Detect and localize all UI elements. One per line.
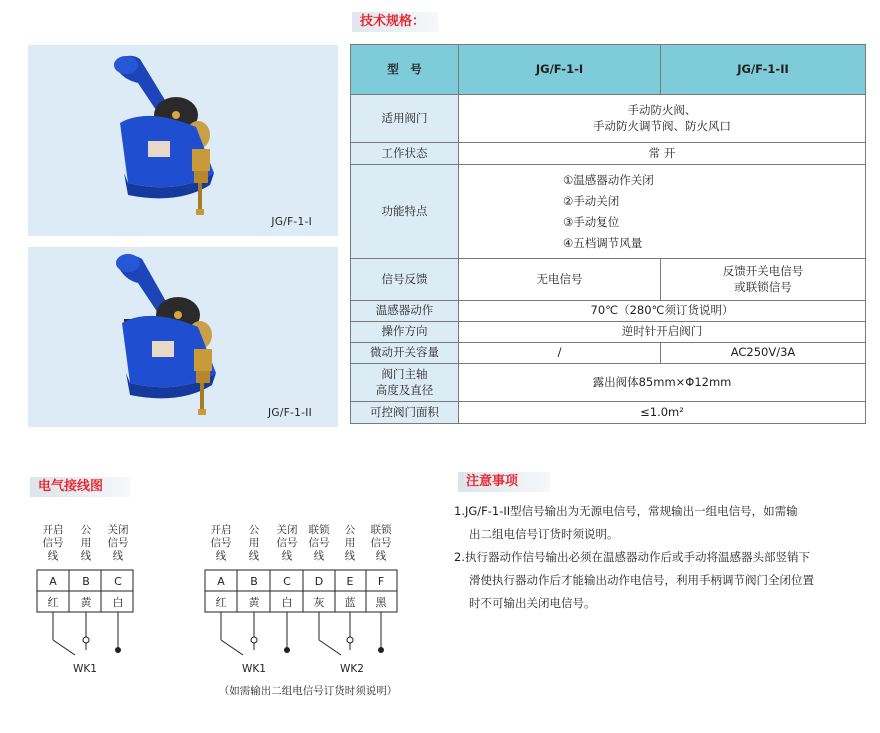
spec-label: 温感器动作: [351, 301, 459, 322]
wire-header-line: 信号: [210, 537, 232, 549]
note-line: 时不可输出关闭电信号。: [469, 596, 596, 610]
wiring-heading: 电气接线图: [30, 477, 130, 497]
wire-header-line: 信号: [42, 537, 64, 549]
wire-header-line: 线: [248, 550, 260, 562]
spec-value-line: 或联锁信号: [734, 279, 792, 294]
wire-header-line: 信号: [276, 537, 298, 549]
wire-header-line: 公: [80, 524, 92, 536]
spec-header-label: 型 号: [351, 45, 459, 95]
switch-lever-wk2: [319, 640, 341, 655]
terminal-letter: E: [346, 575, 354, 588]
wire-header-line: 线: [112, 550, 124, 562]
contact-point: [115, 647, 121, 653]
terminal-letter: D: [314, 575, 324, 588]
notes-list: [454, 500, 864, 615]
spec-label: 工作状态: [351, 143, 459, 165]
spec-value: 逆时针开启阀门: [459, 322, 866, 343]
spec-value: [459, 95, 866, 143]
wire-color: 黄: [80, 596, 92, 609]
spec-value: 常 开: [459, 143, 866, 165]
spec-value-line: 手动防火调节阀、防火风口: [593, 118, 731, 133]
spec-label: 操作方向: [351, 322, 459, 343]
spec-label-line: 高度及直径: [375, 382, 434, 397]
terminal-letter: C: [114, 575, 122, 588]
note-line: 滑使执行器动作后才能输出动作电信号，利用手柄调节阀门全闭位置: [469, 573, 814, 587]
feature-item: ④五档调节风量: [563, 235, 643, 250]
spec-header-col2: JG/F-1-II: [661, 45, 866, 95]
wire-header-line: 线: [344, 550, 356, 562]
wire-color: 黄: [248, 596, 260, 609]
wire-header-line: 关闭: [276, 524, 298, 536]
wire-header-line: 用: [344, 537, 356, 549]
switch-lever-wk1: [221, 640, 243, 655]
notes-heading: 注意事项: [458, 472, 550, 492]
wire-color: 蓝: [344, 596, 356, 609]
spec-label: 可控阀门面积: [351, 402, 459, 424]
feature-item: ②手动关闭: [563, 193, 620, 208]
wire-header-line: 联锁: [308, 524, 330, 536]
wire-header-line: 线: [375, 550, 387, 562]
spec-value-line: 反馈开关电信号: [722, 263, 804, 278]
wire-header-line: 信号: [107, 537, 129, 549]
switch-lever-left: [53, 640, 75, 655]
spec-label: 适用阀门: [351, 95, 459, 143]
spec-value: 70℃（280℃须订货说明）: [459, 301, 866, 322]
wire-header-line: 开启: [210, 524, 232, 536]
spec-label: 信号反馈: [351, 259, 459, 301]
terminal-letter: B: [82, 575, 90, 588]
terminal-letter: C: [283, 575, 291, 588]
product-model-label-2: JG/F-1-II: [268, 407, 312, 419]
terminal-letter: F: [377, 575, 385, 588]
spec-value: [459, 165, 866, 259]
switch-label: WK1: [73, 663, 97, 675]
spec-value: AC250V/3A: [661, 343, 866, 364]
wire-header-line: 线: [80, 550, 92, 562]
wire-color: 红: [215, 596, 227, 609]
spec-label: 功能特点: [351, 165, 459, 259]
note-line: 出二组电信号订货时须说明。: [469, 527, 619, 541]
wire-header-line: 信号: [308, 537, 330, 549]
spec-value-line: 手动防火阀、: [627, 102, 697, 117]
wire-color: 白: [281, 596, 293, 609]
wire-header-line: 信号: [370, 537, 392, 549]
feature-item: ③手动复位: [563, 214, 620, 229]
wire-header-line: 联锁: [370, 524, 392, 536]
wire-color: 白: [112, 596, 124, 609]
wire-color: 灰: [313, 596, 325, 609]
note-line: 1.JG/F-1-II型信号输出为无源电信号，常规输出一组电信号，如需输: [454, 504, 798, 518]
wire-header-line: 线: [215, 550, 227, 562]
note-item: [454, 500, 864, 546]
spec-value: /: [459, 343, 661, 364]
spec-value: [661, 259, 866, 301]
wire-header-line: 公: [344, 524, 356, 536]
terminal-letter: B: [250, 575, 258, 588]
wire-header-line: 公: [248, 524, 260, 536]
wire-header-line: 线: [313, 550, 325, 562]
wire-header-line: 开启: [42, 524, 64, 536]
spec-value: ≤1.0m²: [459, 402, 866, 424]
spec-heading: 技术规格：: [352, 12, 438, 32]
switch-label: WK2: [340, 663, 364, 675]
wire-header-line: 线: [47, 550, 59, 562]
wire-color: 黑: [375, 596, 387, 609]
note-line: 2.执行器动作信号输出必须在温感器动作后或手动将温感器头部竖销下: [454, 550, 810, 564]
feature-item: ①温感器动作关闭: [563, 172, 654, 187]
terminal-letter: A: [217, 575, 225, 588]
spec-label: 微动开关容量: [351, 343, 459, 364]
product-model-label-1: JG/F-1-I: [271, 216, 312, 228]
terminal-letter: A: [49, 575, 57, 588]
note-item: [454, 546, 864, 615]
wire-header-line: 线: [281, 550, 293, 562]
spec-header-col1: JG/F-1-I: [459, 45, 661, 95]
wire-header-line: 用: [248, 537, 260, 549]
wire-color: 红: [47, 596, 59, 609]
spec-value: 露出阀体85mm×Φ12mm: [459, 364, 866, 402]
spec-label-line: 阀门主轴: [381, 366, 428, 381]
switch-label: WK1: [242, 663, 266, 675]
wire-header-line: 关闭: [107, 524, 129, 536]
spec-value: 无电信号: [459, 259, 661, 301]
wire-header-line: 用: [80, 537, 92, 549]
wiring-order-note: （如需输出二组电信号订货时须说明）: [218, 685, 398, 697]
contact-point: [284, 647, 290, 653]
contact-point: [378, 647, 384, 653]
